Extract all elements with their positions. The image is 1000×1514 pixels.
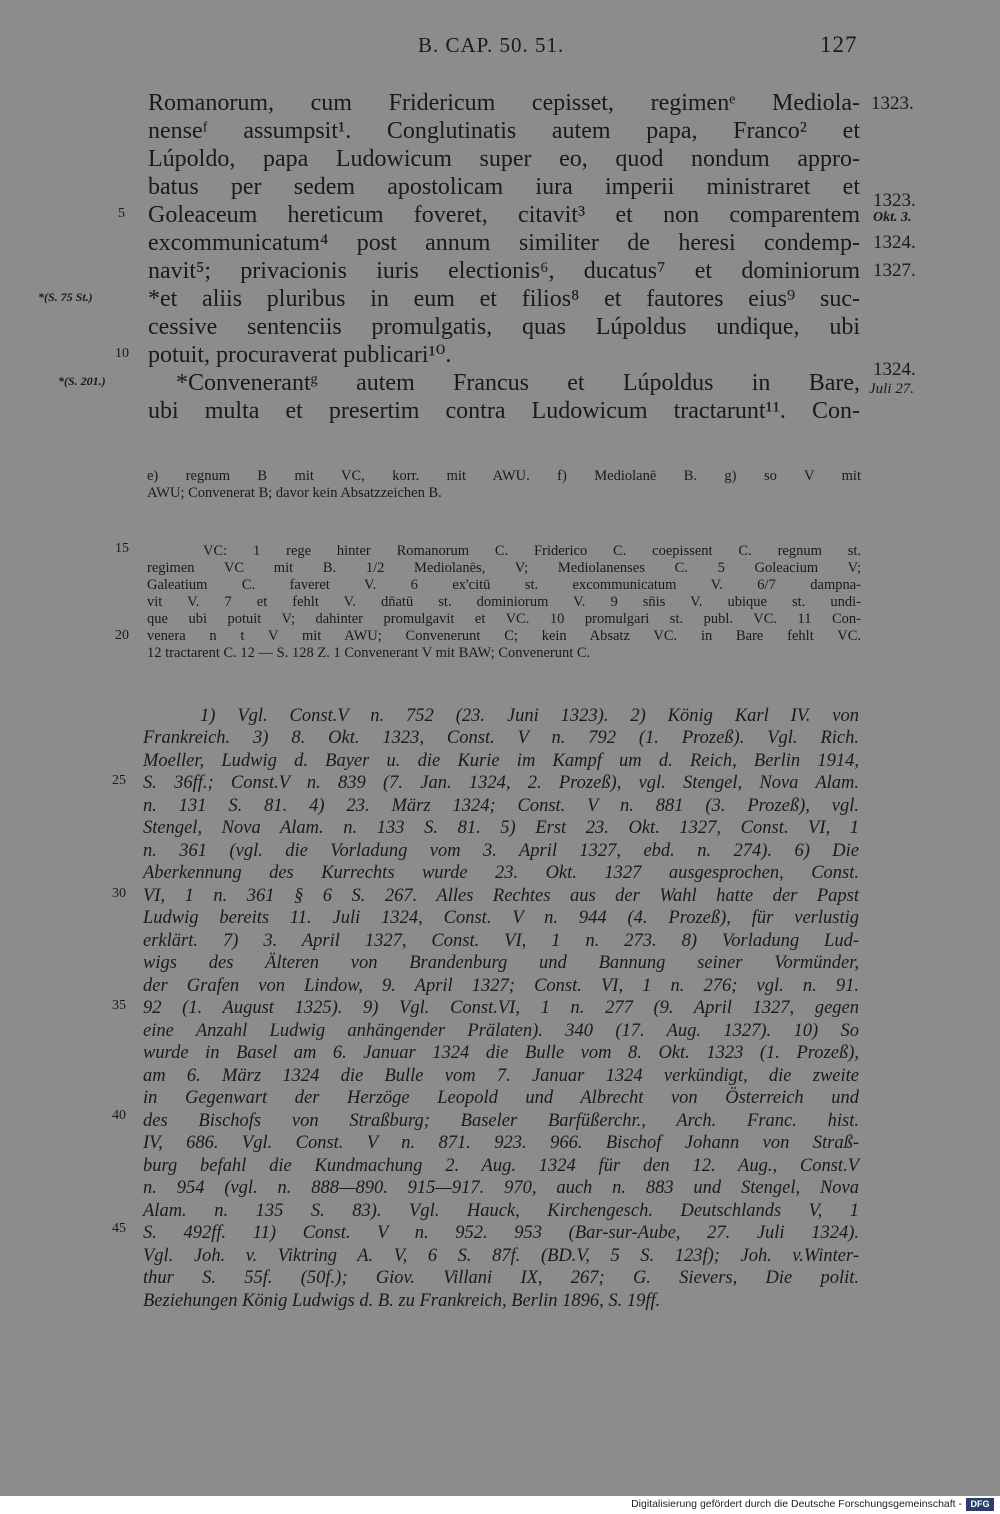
margin-date: 1327.	[873, 260, 916, 281]
main-text-line: excommunicatum⁴ post annum similiter de heresi condemp-	[148, 230, 860, 256]
apparatus-line: Galeatium C. faveret V. 6 ex'citū st. excommunicatum V. 6/7 dampna-	[147, 577, 861, 593]
line-number: 40	[112, 1108, 126, 1123]
footnote-line: Frankreich. 3) 8. Okt. 1323, Const. V n. 792 (1. Prozeß). Vgl. Rich.	[143, 728, 859, 748]
variant-note-line: AWU; Convenerat B; davor kein Absatzzeichen B.	[147, 485, 442, 501]
main-text-line: batus per sedem apostolicam iura imperii ministraret et	[148, 174, 860, 200]
line-number: 30	[112, 886, 126, 901]
main-text-line: *Convenerantᵍ autem Francus et Lúpoldus in Bare,	[176, 370, 860, 396]
line-number: 35	[112, 998, 126, 1013]
main-text-line: ubi multa et presertim contra Ludowicum tractarunt¹¹. Con-	[148, 398, 860, 424]
footnote-line: wurde in Basel am 6. Januar 1324 die Bulle vom 8. Okt. 1323 (1. Prozeß),	[143, 1043, 859, 1063]
running-title: B. CAP. 50. 51.	[418, 33, 565, 57]
margin-date: 1323.	[871, 93, 914, 114]
apparatus-line: regimen VC mit B. 1/2 Mediolanēs, V; Mediolanenses C. 5 Goleacium V;	[147, 560, 861, 576]
footnote-line: Moeller, Ludwig d. Bayer u. die Kurie im Kampf um d. Reich, Berlin 1914,	[143, 751, 859, 771]
footer-bar	[0, 1496, 1000, 1514]
margin-reference: *(S. 201.)	[58, 374, 106, 388]
footnote-line: Alam. n. 135 S. 83). Vgl. Hauck, Kirchengesch. Deutschlands V, 1	[143, 1201, 859, 1221]
footnote-line: Aberkennung des Kurrechts wurde 23. Okt. 1327 ausgesprochen, Const.	[143, 863, 859, 883]
main-text-line: nenseᶠ assumpsit¹. Conglutinatis autem papa, Franco² et	[148, 118, 860, 144]
line-number: 10	[115, 346, 129, 361]
apparatus-line: vit V. 7 et fehlt V. dn̄atū st. dominiorum V. 9 sn̄is V. ubique st. undi-	[147, 594, 861, 610]
footnote-line: n. 131 S. 81. 4) 23. März 1324; Const. V n. 881 (3. Prozeß), vgl.	[143, 796, 859, 816]
footnote-line: eine Anzahl Ludwig anhängender Prälaten). 340 (17. Aug. 1327). 10) So	[143, 1021, 859, 1041]
page-number: 127	[820, 32, 858, 57]
footnote-line: thur S. 55f. (50f.); Giov. Villani IX, 267; G. Sievers, Die polit.	[143, 1268, 859, 1288]
footnote-line: VI, 1 n. 361 § 6 S. 267. Alles Rechtes aus der Wahl hatte der Papst	[143, 886, 859, 906]
margin-date: 1324.	[873, 232, 916, 253]
line-number: 15	[115, 541, 129, 556]
apparatus-line: 12 tractarent C. 12 — S. 128 Z. 1 Convenerant V mit BAW; Convenerunt C.	[147, 645, 591, 661]
main-text-line: *et aliis pluribus in eum et filios⁸ et fautores eius⁹ suc-	[148, 286, 860, 312]
margin-reference: *(S. 75 St.)	[38, 290, 93, 304]
line-number: 20	[115, 628, 129, 643]
footnote-line: wigs des Älteren von Brandenburg und Bannung seiner Vormünder,	[143, 953, 859, 973]
line-number: 5	[118, 206, 125, 221]
apparatus-line: VC: 1 rege hinter Romanorum C. Friderico C. coepissent C. regnum st.	[203, 543, 861, 559]
margin-date: 1323.	[873, 190, 916, 211]
footnote-line: n. 361 (vgl. die Vorladung vom 3. April 1327, ebd. n. 274). 6) Die	[143, 841, 859, 861]
line-number: 25	[112, 773, 126, 788]
footnote-line: des Bischofs von Straßburg; Baseler Barfüßerchr., Arch. Franc. hist.	[143, 1111, 859, 1131]
main-text-line: cessive sentenciis promulgatis, quas Lúpoldus undique, ubi	[148, 314, 860, 340]
footnote-line: Stengel, Nova Alam. n. 133 S. 81. 5) Erst 23. Okt. 1327, Const. VI, 1	[143, 818, 859, 838]
footnote-line: IV, 686. Vgl. Const. V n. 871. 923. 966. Bischof Johann von Straß-	[143, 1133, 859, 1153]
footnote-line: Beziehungen König Ludwigs d. B. zu Frankreich, Berlin 1896, S. 19ff.	[143, 1291, 661, 1311]
line-number: 45	[112, 1221, 126, 1236]
footnote-line: 1) Vgl. Const.V n. 752 (23. Juni 1323). 2) König Karl IV. von	[200, 706, 859, 726]
apparatus-line: que ubi potuit V; dahinter promulgavit et VC. 10 promulgari st. publ. VC. 11 Con-	[147, 611, 861, 627]
main-text-line: Goleaceum hereticum foveret, citavit³ et non comparentem	[148, 202, 860, 228]
footnote-line: Vgl. Joh. v. Viktring A. V, 6 S. 87f. (BD.V, 5 S. 123f); Joh. v.Winter-	[143, 1246, 859, 1266]
footnote-line: n. 954 (vgl. n. 888—890. 915—917. 970, auch n. 883 und Stengel, Nova	[143, 1178, 859, 1198]
footnote-line: 92 (1. August 1325). 9) Vgl. Const.VI, 1 n. 277 (9. April 1327, gegen	[143, 998, 859, 1018]
margin-date: Okt. 3.	[873, 210, 912, 225]
footnote-line: am 6. März 1324 die Bulle vom 7. Januar 1324 verkündigt, die zweite	[143, 1066, 859, 1086]
variant-note-line: e) regnum B mit VC, korr. mit AWU. f) Mediolanē B. g) so V mit	[147, 468, 861, 484]
footnote-line: Ludwig bereits 11. Juli 1324, Const. V n. 944 (4. Prozeß), für verlustig	[143, 908, 859, 928]
footnote-line: burg befahl die Kundmachung 2. Aug. 1324 für den 12. Aug., Const.V	[143, 1156, 859, 1176]
margin-date: Juli 27.	[869, 381, 914, 397]
main-text-line: potuit, procuraverat publicari¹⁰.	[148, 342, 452, 368]
footnote-line: S. 36ff.; Const.V n. 839 (7. Jan. 1324, 2. Prozeß), vgl. Stengel, Nova Alam.	[143, 773, 859, 793]
footnote-line: S. 492ff. 11) Const. V n. 952. 953 (Bar-sur-Aube, 27. Juli 1324).	[143, 1223, 859, 1243]
apparatus-line: venera n t V mit AWU; Convenerunt C; kein Absatz VC. in Bare fehlt VC.	[147, 628, 861, 644]
footnote-line: der Grafen von Lindow, 9. April 1327; Const. VI, 1 n. 276; vgl. n. 91.	[143, 976, 859, 996]
footnote-line: erklärt. 7) 3. April 1327, Const. VI, 1 n. 273. 8) Vorladung Lud-	[143, 931, 859, 951]
dfg-logo: DFG	[966, 1498, 994, 1511]
footnote-line: in Gegenwart der Herzöge Leopold und Albrecht von Österreich und	[143, 1088, 859, 1108]
main-text-line: navit⁵; privacionis iuris electionis⁶, ducatus⁷ et dominiorum	[148, 258, 860, 284]
margin-date: 1324.	[873, 359, 916, 380]
main-text-line: Romanorum, cum Fridericum cepisset, regimenᵉ Mediola-	[148, 90, 860, 116]
main-text-line: Lúpoldo, papa Ludowicum super eo, quod nondum appro-	[148, 146, 860, 172]
funding-credit: Digitalisierung gefördert durch die Deutsche Forschungsgemeinschaft -	[631, 1498, 962, 1510]
